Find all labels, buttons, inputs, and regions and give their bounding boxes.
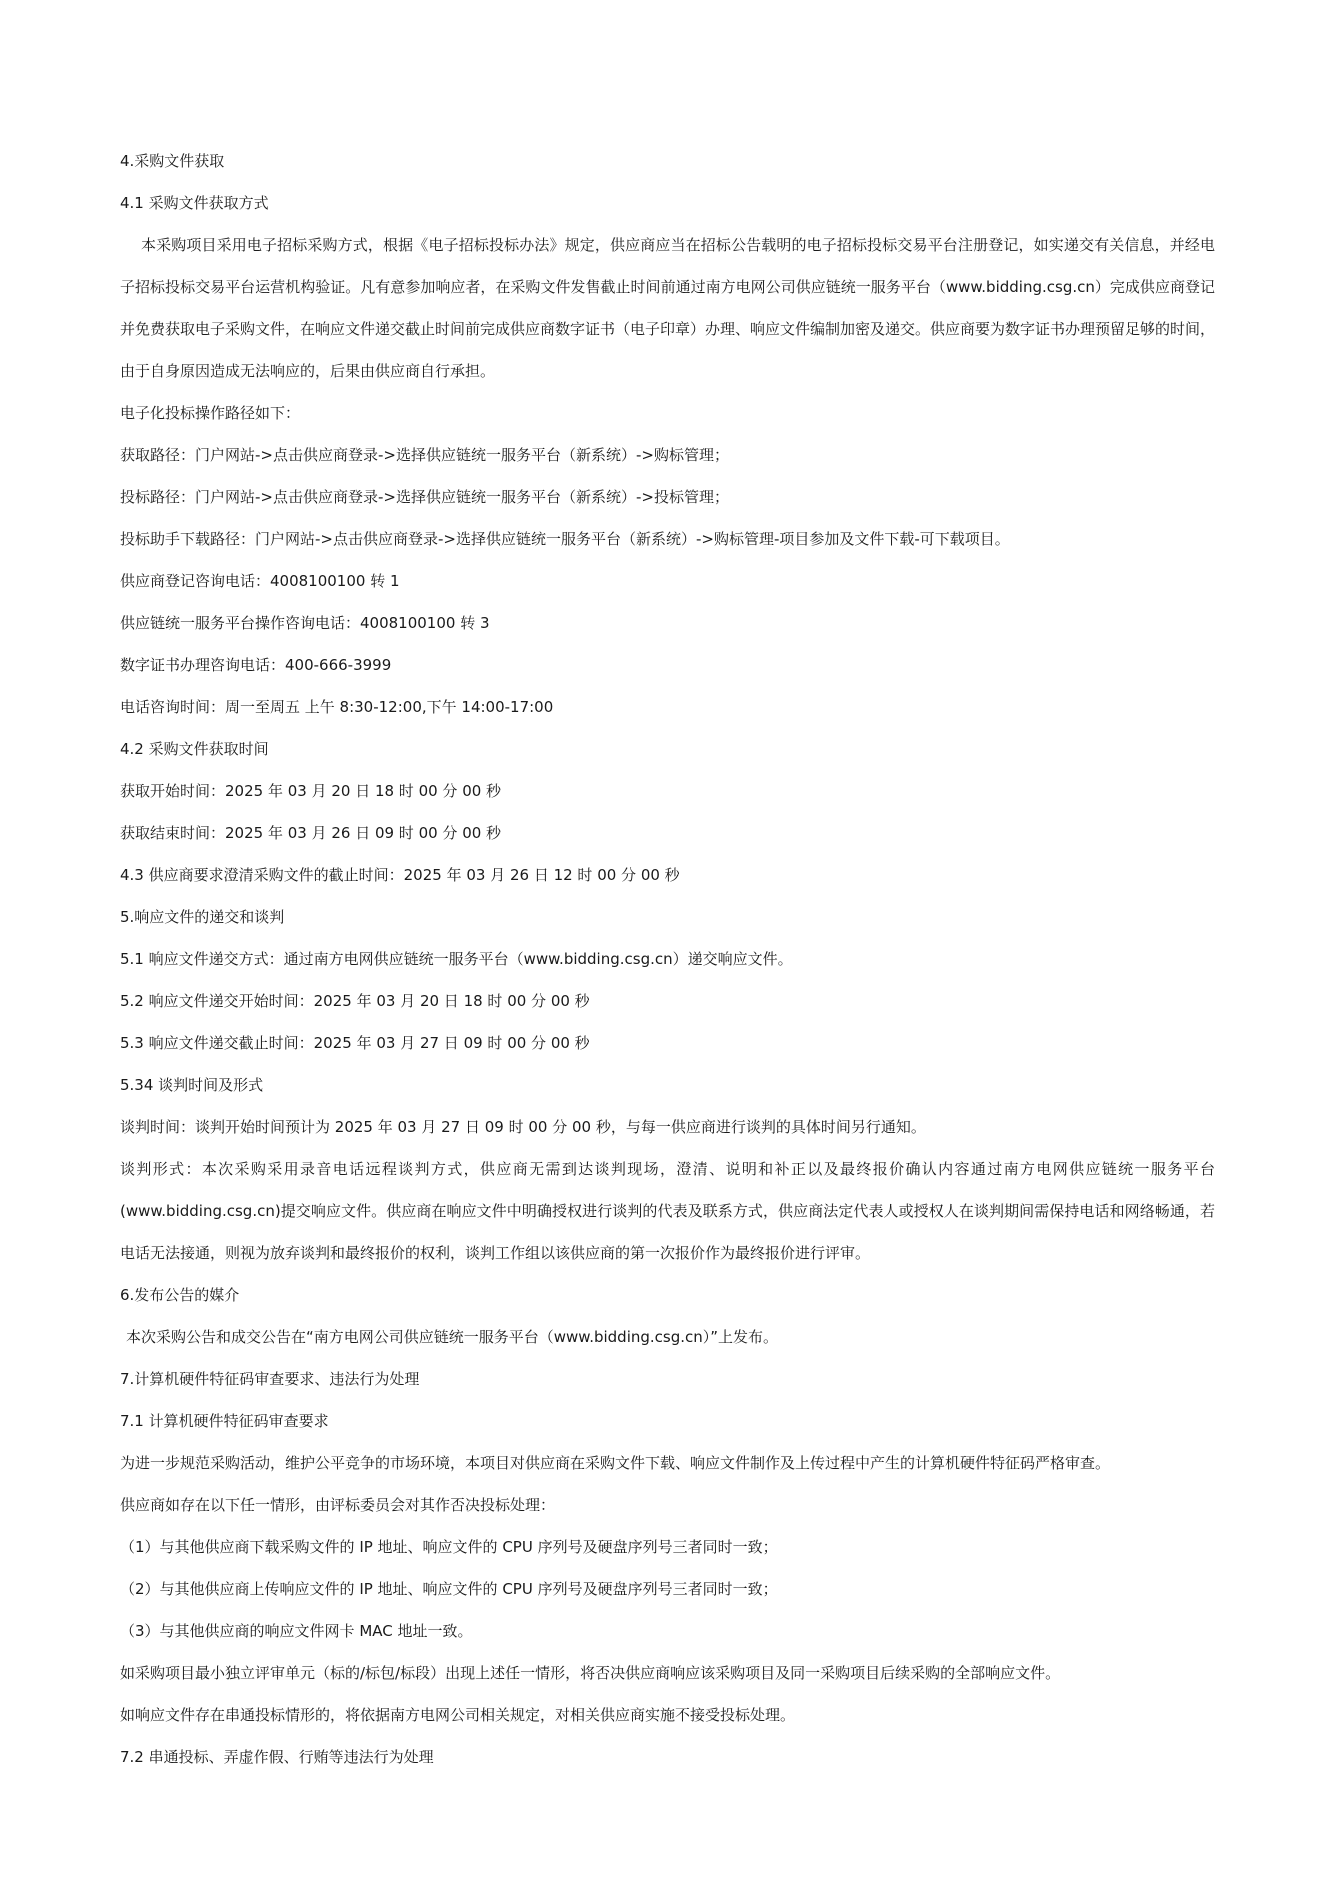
heading-section-5: 5.响应文件的递交和谈判 (120, 908, 285, 926)
text-submission-deadline: 5.3 响应文件递交截止时间：2025 年 03 月 27 日 09 时 00 分 00 秒 (120, 1034, 590, 1052)
text-publication-media: 本次采购公告和成交公告在“南方电网公司供应链统一服务平台（www.bidding.csg.cn）”上发布。 (126, 1328, 779, 1346)
text-rejection-scope: 如采购项目最小独立评审单元（标的/标包/标段）出现上述任一情形，将否决供应商响应该采购项目及同一采购项目后续采购的全部响应文件。 (120, 1664, 1061, 1682)
list-item-condition-3: （3）与其他供应商的响应文件网卡 MAC 地址一致。 (120, 1622, 473, 1640)
heading-section-6: 6.发布公告的媒介 (120, 1286, 240, 1304)
text-clarification-deadline: 4.3 供应商要求澄清采购文件的截止时间：2025 年 03 月 26 日 12 时 00 分 00 秒 (120, 866, 680, 884)
heading-4-1: 4.1 采购文件获取方式 (120, 194, 269, 212)
text-assistant-download-path: 投标助手下载路径：门户网站->点击供应商登录->选择供应链统一服务平台（新系统）->购标管理-项目参加及文件下载-可下载项目。 (120, 530, 1010, 548)
text-hardware-review-intro: 为进一步规范采购活动，维护公平竞争的市场环境，本项目对供应商在采购文件下载、响应文件制作及上传过程中产生的计算机硬件特征码严格审查。 (120, 1454, 1111, 1472)
text-submission-start: 5.2 响应文件递交开始时间：2025 年 03 月 20 日 18 时 00 分 00 秒 (120, 992, 590, 1010)
text-acquire-end: 获取结束时间：2025 年 03 月 26 日 09 时 00 分 00 秒 (120, 824, 502, 842)
text-collusion-handling: 如响应文件存在串通投标情形的，将依据南方电网公司相关规定，对相关供应商实施不接受投标处理。 (120, 1706, 796, 1724)
paragraph-negotiation-form: 谈判形式：本次采购采用录音电话远程谈判方式，供应商无需到达谈判现场，澄清、说明和补正以及最终报价确认内容通过南方电网供应链统一服务平台(www.bidding.csg.cn)提交响应文件。供应商在响应文件中明确授权进行谈判的代表及联系方式，供应商法定代表人或授权人在谈判期间需保持电话和网络畅通，若电话无法接通，则视为放弃谈判和最终报价的权利，谈判工作组以该供应商的第一次报价作为最终报价进行评审。 (120, 1160, 1215, 1262)
text-negotiation-time: 谈判时间：谈判开始时间预计为 2025 年 03 月 27 日 09 时 00 分 00 秒，与每一供应商进行谈判的具体时间另行通知。 (120, 1118, 926, 1136)
heading-7-1: 7.1 计算机硬件特征码审查要求 (120, 1412, 329, 1430)
heading-section-7: 7.计算机硬件特征码审查要求、违法行为处理 (120, 1370, 420, 1388)
text-certificate-phone: 数字证书办理咨询电话：400-666-3999 (120, 656, 392, 674)
heading-5-34: 5.34 谈判时间及形式 (120, 1076, 264, 1094)
text-bid-path: 投标路径：门户网站->点击供应商登录->选择供应链统一服务平台（新系统）->投标管理； (120, 488, 729, 506)
text-acquire-start: 获取开始时间：2025 年 03 月 20 日 18 时 00 分 00 秒 (120, 782, 502, 800)
list-item-condition-2: （2）与其他供应商上传响应文件的 IP 地址、响应文件的 CPU 序列号及硬盘序列号三者同时一致； (120, 1580, 778, 1598)
text-rejection-conditions-intro: 供应商如存在以下任一情形，由评标委员会对其作否决投标处理： (120, 1496, 556, 1514)
paragraph-procurement-method: 本采购项目采用电子招标采购方式，根据《电子招标投标办法》规定，供应商应当在招标公告载明的电子招标投标交易平台注册登记，如实递交有关信息，并经电子招标投标交易平台运营机构验证。凡有意参加响应者，在采购文件发售截止时间前通过南方电网公司供应链统一服务平台（www.bidding.csg.cn）完成供应商登记并免费获取电子采购文件，在响应文件递交截止时间前完成供应商数字证书（电子印章）办理、响应文件编制加密及递交。供应商要为数字证书办理预留足够的时间，由于自身原因造成无法响应的，后果由供应商自行承担。 (120, 236, 1216, 380)
heading-4-2: 4.2 采购文件获取时间 (120, 740, 269, 758)
text-operation-path-intro: 电子化投标操作路径如下： (120, 404, 301, 422)
heading-section-4: 4.采购文件获取 (120, 152, 225, 170)
text-phone-hours: 电话咨询时间：周一至周五 上午 8:30-12:00,下午 14:00-17:00 (120, 698, 554, 716)
text-submission-method: 5.1 响应文件递交方式：通过南方电网供应链统一服务平台（www.bidding.csg.cn）递交响应文件。 (120, 950, 793, 968)
text-platform-operation-phone: 供应链统一服务平台操作咨询电话：4008100100 转 3 (120, 614, 490, 632)
text-acquire-path: 获取路径：门户网站->点击供应商登录->选择供应链统一服务平台（新系统）->购标管理； (120, 446, 729, 464)
heading-7-2: 7.2 串通投标、弄虚作假、行贿等违法行为处理 (120, 1748, 434, 1766)
text-supplier-registration-phone: 供应商登记咨询电话：4008100100 转 1 (120, 572, 400, 590)
document-page (120, 150, 1215, 1788)
list-item-condition-1: （1）与其他供应商下载采购文件的 IP 地址、响应文件的 CPU 序列号及硬盘序列号三者同时一致； (120, 1538, 778, 1556)
